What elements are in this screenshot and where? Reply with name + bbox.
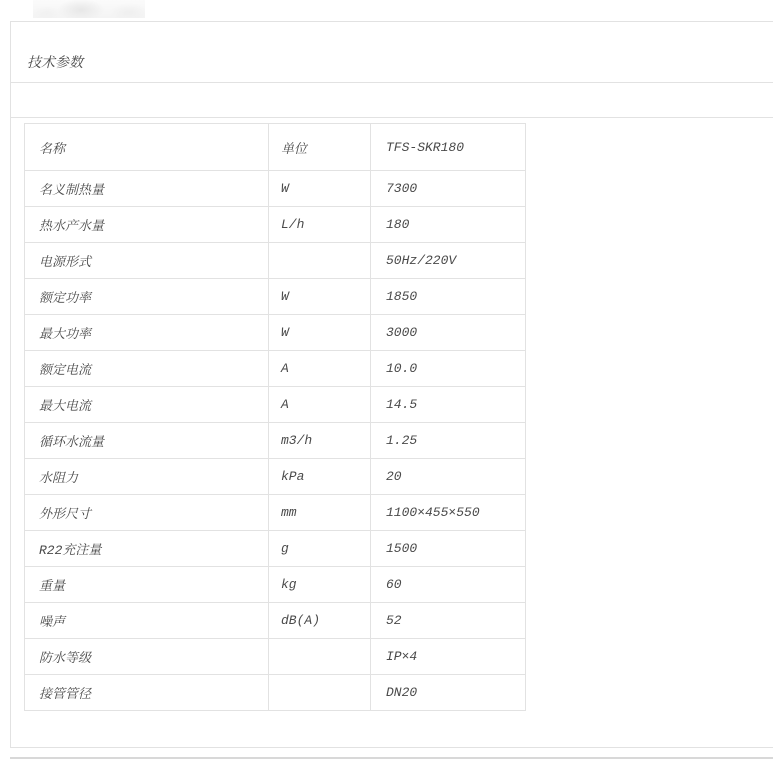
table-row <box>25 675 526 711</box>
cell-name: 防水等级 <box>25 639 269 675</box>
table-container <box>11 118 773 711</box>
cell-name: 最大电流 <box>25 387 269 423</box>
table-row <box>25 531 526 567</box>
cell-name: 重量 <box>25 567 269 603</box>
cell-name: 名义制热量 <box>25 171 269 207</box>
cell-value: IP×4 <box>371 639 526 675</box>
cell-unit: kPa <box>269 459 371 495</box>
cell-unit: W <box>269 279 371 315</box>
cell-value: 10.0 <box>371 351 526 387</box>
section-title: 技术参数 <box>27 56 83 72</box>
cell-unit: mm <box>269 495 371 531</box>
section-title-bar <box>11 22 773 83</box>
col-header-unit: 单位 <box>269 124 371 171</box>
cell-value: 50Hz/220V <box>371 243 526 279</box>
cropped-product-photo <box>33 0 145 18</box>
cell-name: 水阻力 <box>25 459 269 495</box>
cell-value: 180 <box>371 207 526 243</box>
col-header-model: TFS-SKR180 <box>371 124 526 171</box>
cell-value: 20 <box>371 459 526 495</box>
cell-unit: g <box>269 531 371 567</box>
cell-name: 接管管径 <box>25 675 269 711</box>
table-row <box>25 171 526 207</box>
cell-name: 外形尺寸 <box>25 495 269 531</box>
cell-unit: A <box>269 351 371 387</box>
cell-name: 噪声 <box>25 603 269 639</box>
cell-value: 1500 <box>371 531 526 567</box>
bottom-divider <box>10 757 773 759</box>
table-row <box>25 243 526 279</box>
cell-name: 额定功率 <box>25 279 269 315</box>
cell-value: 1.25 <box>371 423 526 459</box>
cell-name: 额定电流 <box>25 351 269 387</box>
cell-unit: dB(A) <box>269 603 371 639</box>
table-row <box>25 495 526 531</box>
spec-table <box>24 123 526 711</box>
cell-value: 3000 <box>371 315 526 351</box>
cell-name: 电源形式 <box>25 243 269 279</box>
cell-unit: L/h <box>269 207 371 243</box>
table-row <box>25 603 526 639</box>
cell-name: 循环水流量 <box>25 423 269 459</box>
cell-unit <box>269 675 371 711</box>
cell-value: 1100×455×550 <box>371 495 526 531</box>
cell-unit: W <box>269 171 371 207</box>
table-row <box>25 207 526 243</box>
cell-value: 1850 <box>371 279 526 315</box>
cell-unit <box>269 639 371 675</box>
cell-name: R22充注量 <box>25 531 269 567</box>
table-row <box>25 567 526 603</box>
empty-strip <box>11 83 773 118</box>
table-row <box>25 639 526 675</box>
cell-unit: m3/h <box>269 423 371 459</box>
cell-value: 14.5 <box>371 387 526 423</box>
col-header-name: 名称 <box>25 124 269 171</box>
cell-value: 52 <box>371 603 526 639</box>
cell-name: 热水产水量 <box>25 207 269 243</box>
spec-panel <box>10 21 773 748</box>
table-row <box>25 459 526 495</box>
table-row <box>25 351 526 387</box>
cell-unit: A <box>269 387 371 423</box>
cell-value: 7300 <box>371 171 526 207</box>
table-row <box>25 315 526 351</box>
table-row <box>25 279 526 315</box>
table-header-row <box>25 124 526 171</box>
cell-unit: kg <box>269 567 371 603</box>
table-row <box>25 423 526 459</box>
cell-value: 60 <box>371 567 526 603</box>
cell-unit <box>269 243 371 279</box>
table-row <box>25 387 526 423</box>
cell-unit: W <box>269 315 371 351</box>
cell-value: DN20 <box>371 675 526 711</box>
cell-name: 最大功率 <box>25 315 269 351</box>
